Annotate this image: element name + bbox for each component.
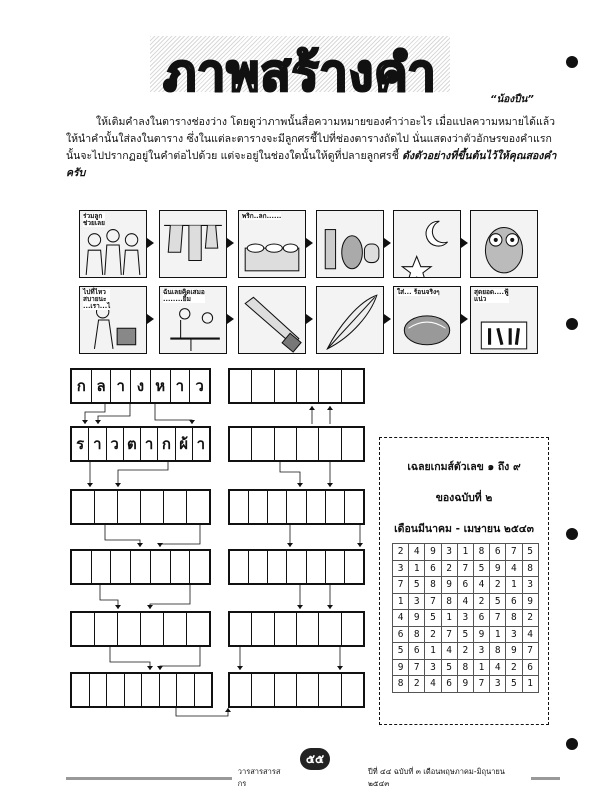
connector-line: [176, 708, 228, 716]
arrowhead-icon: [157, 543, 163, 547]
picture-caption: ร่วมลูก ช่วยเลย: [83, 212, 105, 227]
sudoku-cell: 2: [457, 643, 473, 660]
sudoku-cell: 9: [490, 560, 506, 577]
sudoku-cell: 4: [490, 659, 506, 676]
sudoku-cell: 2: [441, 560, 457, 577]
sudoku-cell: 9: [506, 643, 522, 660]
sudoku-cell: 5: [522, 544, 538, 561]
grid-cell[interactable]: ผ้: [176, 428, 193, 460]
sudoku-cell: 3: [522, 577, 538, 594]
sudoku-cell: 5: [393, 643, 409, 660]
sudoku-cell: 1: [473, 659, 489, 676]
arrowhead-icon: [157, 666, 163, 670]
grid-cell[interactable]: ก: [72, 370, 92, 402]
arrowhead-icon: [327, 605, 333, 609]
grid-cell[interactable]: ห: [151, 370, 171, 402]
sudoku-cell: 4: [425, 676, 441, 693]
answer-title-line1: เฉลยเกมส์ตัวเลข ๑ ถึง ๙: [407, 461, 521, 473]
sudoku-cell: 6: [425, 560, 441, 577]
sudoku-cell: 1: [506, 577, 522, 594]
sudoku-cell: 9: [473, 626, 489, 643]
sudoku-cell: 8: [473, 544, 489, 561]
sudoku-cell: 7: [473, 676, 489, 693]
connector-line: [155, 404, 192, 424]
sudoku-cell: 5: [457, 626, 473, 643]
sudoku-cell: 1: [409, 560, 425, 577]
sudoku-cell: 5: [506, 676, 522, 693]
picture-caption: สุดยอด....ฟู้ แน่ว: [474, 288, 509, 303]
sudoku-cell: 9: [457, 676, 473, 693]
arrowhead-icon: [95, 420, 101, 424]
sudoku-cell: 7: [506, 544, 522, 561]
sudoku-cell: 6: [473, 610, 489, 627]
grid-cell[interactable]: ง: [131, 370, 151, 402]
sudoku-cell: 2: [409, 676, 425, 693]
grid-cell[interactable]: ว: [195, 377, 204, 395]
sudoku-cell: 4: [506, 560, 522, 577]
arrowhead-icon: [237, 666, 243, 670]
arrowhead-icon: [137, 543, 143, 547]
grid-cell[interactable]: ต: [124, 428, 141, 460]
picture-caption: พริก..ลก......: [242, 212, 282, 220]
sudoku-cell: 2: [425, 626, 441, 643]
connector-line: [105, 525, 140, 547]
sudoku-cell: 6: [490, 544, 506, 561]
sudoku-cell: 8: [393, 676, 409, 693]
sudoku-cell: 8: [490, 643, 506, 660]
arrowhead-icon: [147, 666, 153, 670]
sudoku-cell: 7: [409, 659, 425, 676]
connector-line: [85, 404, 105, 424]
sudoku-cell: 7: [490, 610, 506, 627]
sudoku-cell: 6: [506, 593, 522, 610]
arrowhead-icon: [327, 406, 333, 410]
sudoku-cell: 6: [393, 626, 409, 643]
grid-cell[interactable]: า: [89, 428, 106, 460]
sudoku-cell: 9: [409, 610, 425, 627]
sudoku-cell: 6: [457, 577, 473, 594]
picture-caption: ใส่... ร้อนจริงๆ: [397, 288, 440, 296]
grid-cell[interactable]: ร: [72, 428, 89, 460]
sudoku-cell: 4: [409, 544, 425, 561]
connector-line: [150, 585, 190, 609]
sudoku-cell: 2: [522, 610, 538, 627]
sudoku-cell: 7: [393, 577, 409, 594]
connector-line: [160, 647, 200, 670]
instructions-text: ให้เติมคำลงในตารางช่องว่าง โดยดูว่าภาพนั้นสื่อความหมายของคำว่าอะไร เมื่อแปลความหมายได้แล้วให้นำคำนั้นใส่ลงในตาราง ซึ่งในแต่ละตารางจะมีลูกศรชี้ไปที่ช่องตารางถัดไป นั่นแสดงว่าตัวอักษรของคำแรกนั้นจะไปปรากฏอยู่ในคำต่อไปด้วย แต่จะอยู่ในช่องใดนั้นให้ดูที่ปลายลูกศรชี้: [66, 116, 556, 162]
sudoku-cell: 7: [522, 643, 538, 660]
sudoku-cell: 8: [522, 560, 538, 577]
sudoku-cell: 6: [441, 676, 457, 693]
sudoku-cell: 3: [490, 676, 506, 693]
grid-cell[interactable]: า: [141, 428, 158, 460]
arrowhead-icon: [297, 605, 303, 609]
sudoku-cell: 1: [425, 643, 441, 660]
sudoku-cell: 3: [506, 626, 522, 643]
sudoku-cell: 3: [441, 544, 457, 561]
sudoku-cell: 1: [457, 544, 473, 561]
sudoku-cell: 1: [522, 676, 538, 693]
arrowhead-icon: [309, 406, 315, 410]
sudoku-cell: 5: [409, 577, 425, 594]
sudoku-cell: 4: [393, 610, 409, 627]
sudoku-cell: 5: [425, 610, 441, 627]
sudoku-cell: 8: [457, 659, 473, 676]
arrowhead-icon: [297, 483, 303, 487]
sudoku-cell: 3: [473, 643, 489, 660]
arrowhead-icon: [115, 483, 121, 487]
sudoku-cell: 4: [473, 577, 489, 594]
sudoku-cell: 8: [425, 577, 441, 594]
page-number: ๕๕: [300, 748, 330, 770]
footer-journal: วารสารสารสกร: [237, 767, 281, 788]
arrowhead-icon: [82, 420, 88, 424]
sudoku-cell: 2: [506, 659, 522, 676]
arrowhead-icon: [147, 605, 153, 609]
sudoku-cell: 9: [425, 544, 441, 561]
grid-cell[interactable]: ว: [107, 428, 124, 460]
sudoku-cell: 6: [522, 659, 538, 676]
author-byline: “น้องปืน”: [490, 94, 534, 105]
arrowhead-icon: [87, 483, 93, 487]
answer-title-line3: เดือนมีนาคม - เมษายน ๒๕๔๓: [394, 523, 534, 535]
sudoku-cell: 1: [441, 610, 457, 627]
grid-cell[interactable]: ก: [158, 428, 175, 460]
sudoku-cell: 3: [457, 610, 473, 627]
connector-line: [100, 585, 118, 609]
sudoku-cell: 9: [522, 593, 538, 610]
grid-cell[interactable]: า: [111, 370, 131, 402]
sudoku-cell: 3: [393, 560, 409, 577]
picture-caption: ไปที่ไหว สบายนะ ...เรา...ไ: [83, 288, 111, 310]
instructions-emphasis: ดังตัวอย่างที่ขึ้นต้นไว้ให้คุณสองคำ ครับ: [66, 150, 557, 179]
arrowhead-icon: [189, 420, 195, 424]
grid-cell[interactable]: ล: [92, 370, 112, 402]
arrowhead-icon: [337, 666, 343, 670]
arrowhead-icon: [115, 605, 121, 609]
footer-issue: ปีที่ ๔๔ ฉบับที่ ๓ เดือนพฤษภาคม-มิถุนายน ๒๕๔๓: [367, 767, 505, 788]
sudoku-cell: 5: [441, 659, 457, 676]
connector-line: [98, 404, 130, 424]
sudoku-cell: 7: [425, 593, 441, 610]
connector-line: [280, 462, 300, 487]
sudoku-cell: 1: [490, 626, 506, 643]
sudoku-cell: 5: [473, 560, 489, 577]
sudoku-cell: 4: [522, 626, 538, 643]
sudoku-cell: 7: [441, 626, 457, 643]
sudoku-cell: 8: [441, 593, 457, 610]
sudoku-cell: 2: [393, 544, 409, 561]
connector-line: [110, 647, 150, 670]
sudoku-cell: 4: [441, 643, 457, 660]
sudoku-cell: 4: [457, 593, 473, 610]
sudoku-cell: 3: [409, 593, 425, 610]
sudoku-cell: 2: [473, 593, 489, 610]
arrowhead-icon: [357, 543, 363, 547]
arrowhead-icon: [327, 483, 333, 487]
sudoku-cell: 6: [409, 643, 425, 660]
sudoku-cell: 9: [441, 577, 457, 594]
page-title: ภาพสร้างคำ: [163, 44, 437, 102]
sudoku-cell: 3: [425, 659, 441, 676]
picture-caption: ฉันเลยคิดเสมอ ........ยิ้ม: [163, 288, 205, 303]
sudoku-cell: 2: [490, 577, 506, 594]
sudoku-cell: 9: [393, 659, 409, 676]
connector-line: [160, 525, 200, 547]
sudoku-cell: 8: [409, 626, 425, 643]
sudoku-cell: 7: [457, 560, 473, 577]
sudoku-cell: 8: [506, 610, 522, 627]
sudoku-cell: 1: [393, 593, 409, 610]
connector-line: [118, 462, 168, 487]
arrowhead-icon: [287, 543, 293, 547]
answer-title-line2: ของฉบับที่ ๒: [435, 492, 493, 504]
sudoku-cell: 5: [490, 593, 506, 610]
arrowhead-icon: [225, 708, 231, 712]
grid-cell[interactable]: า: [196, 435, 206, 453]
grid-cell[interactable]: า: [171, 370, 191, 402]
